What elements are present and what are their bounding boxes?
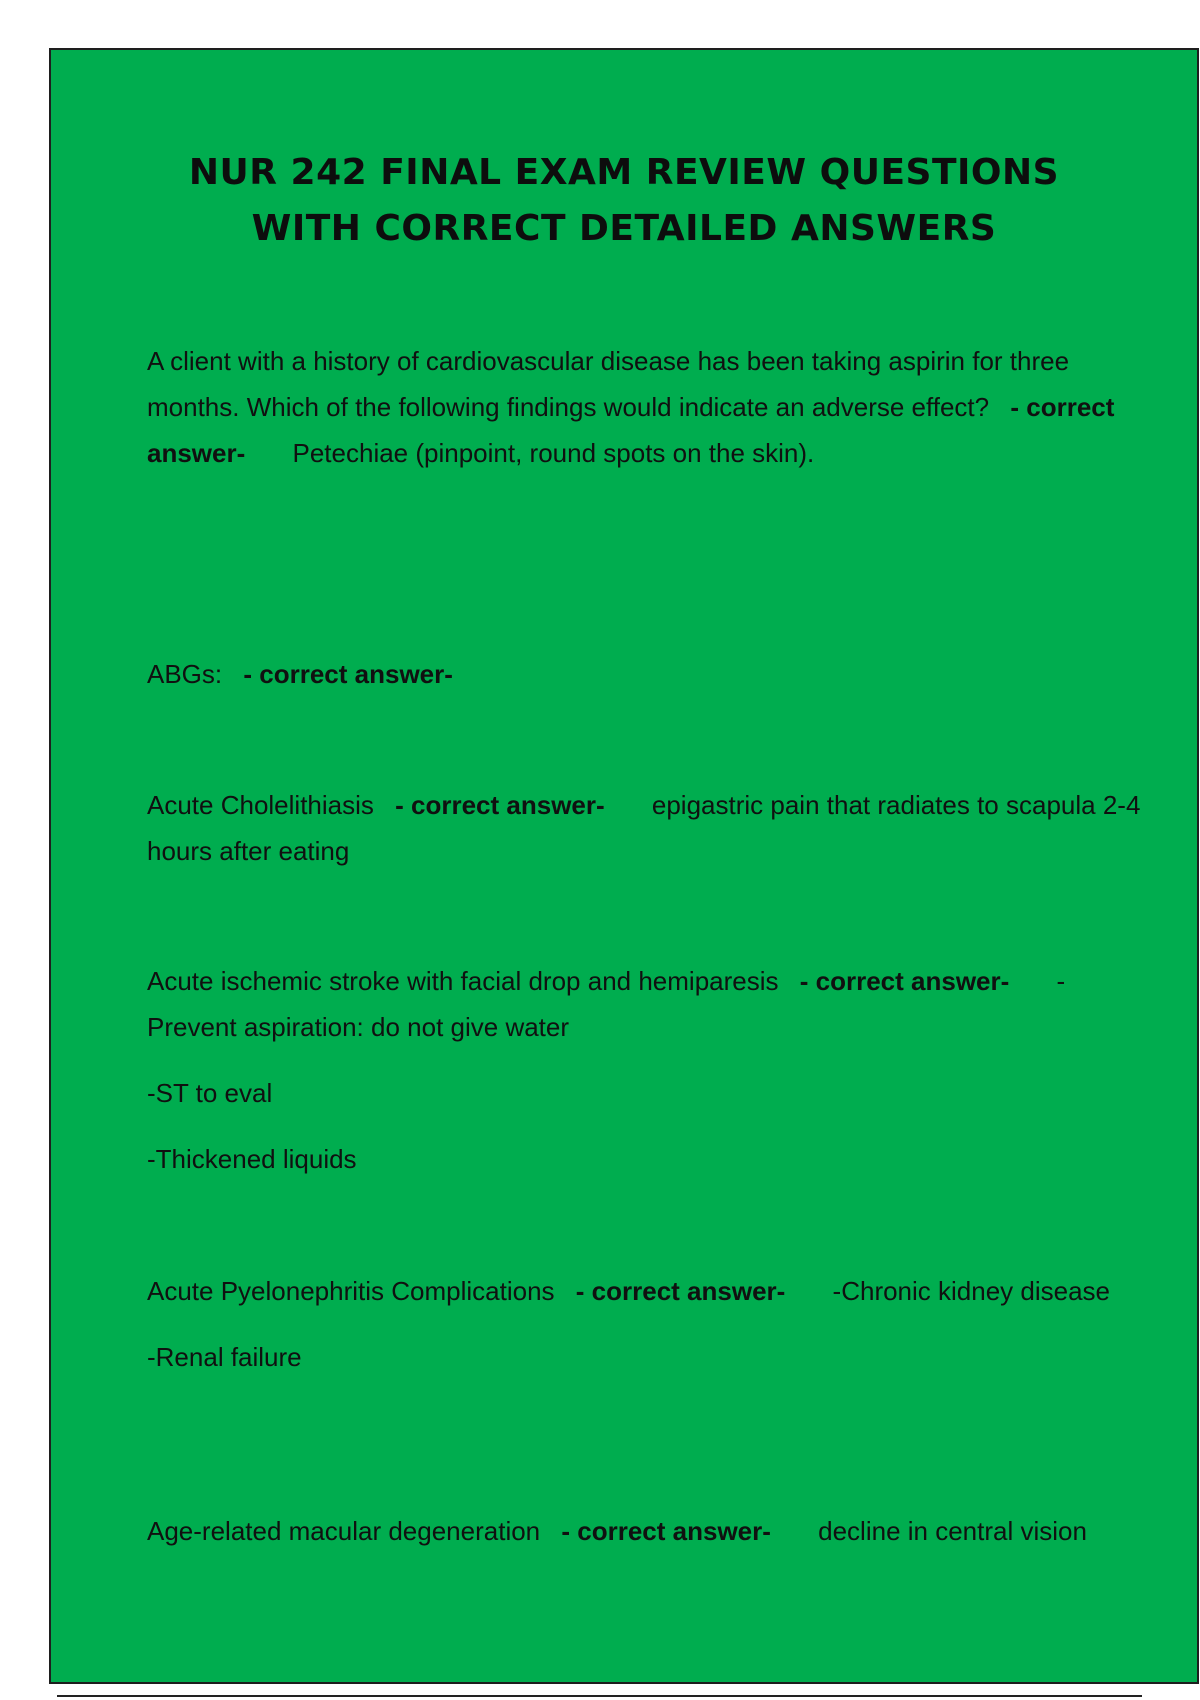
qa-paragraph bbox=[147, 958, 1147, 1050]
answer-text: epigastric pain that radiates to scapula 2-4 hours after eating bbox=[147, 790, 1141, 866]
answer-text: decline in central vision bbox=[818, 1516, 1087, 1546]
qa-item-ischemic-stroke bbox=[147, 958, 1147, 1182]
qa-item-macular-degeneration bbox=[147, 1508, 1147, 1554]
qa-paragraph bbox=[147, 1508, 1147, 1554]
document-page bbox=[49, 48, 1199, 1684]
question-text: Acute Pyelonephritis Complications bbox=[147, 1276, 555, 1306]
qa-item-cholelithiasis bbox=[147, 782, 1147, 874]
question-text: Age-related macular degeneration bbox=[147, 1516, 541, 1546]
answer-extra-line: -Thickened liquids bbox=[147, 1144, 357, 1174]
answer-text: -Chronic kidney disease bbox=[832, 1276, 1111, 1306]
document-title bbox=[51, 145, 1197, 257]
question-text: ABGs: bbox=[147, 659, 223, 689]
qa-item-pyelonephritis bbox=[147, 1268, 1147, 1380]
qa-item-abgs bbox=[147, 651, 1147, 697]
answer-tag: - correct answer- bbox=[575, 1276, 786, 1306]
qa-paragraph bbox=[147, 338, 1147, 476]
qa-paragraph bbox=[147, 651, 1147, 697]
answer-extra-line: -Renal failure bbox=[147, 1342, 302, 1372]
answer-extra-line: -ST to eval bbox=[147, 1078, 273, 1108]
answer-text: -Prevent aspiration: do not give water bbox=[147, 966, 1066, 1042]
question-text: A client with a history of cardiovascular disease has been taking aspirin for three months. Which of the following findings would indicate an adverse effect? bbox=[147, 346, 1070, 422]
answer-tag: - correct answer- bbox=[147, 392, 1115, 468]
qa-paragraph bbox=[147, 782, 1147, 874]
qa-item-aspirin bbox=[147, 338, 1147, 476]
question-text: Acute ischemic stroke with facial drop and hemiparesis bbox=[147, 966, 779, 996]
question-text: Acute Cholelithiasis bbox=[147, 790, 374, 820]
qa-paragraph bbox=[147, 1268, 1147, 1314]
answer-text: Petechiae (pinpoint, round spots on the skin). bbox=[292, 438, 815, 468]
title-line-2: WITH CORRECT DETAILED ANSWERS bbox=[251, 208, 997, 249]
title-line-1: NUR 242 FINAL EXAM REVIEW QUESTIONS bbox=[188, 152, 1060, 193]
answer-tag: - correct answer- bbox=[561, 1516, 771, 1546]
footer-divider bbox=[57, 1695, 1142, 1697]
answer-tag: - correct answer- bbox=[243, 659, 453, 689]
answer-tag: - correct answer- bbox=[799, 966, 1010, 996]
answer-tag: - correct answer- bbox=[395, 790, 605, 820]
